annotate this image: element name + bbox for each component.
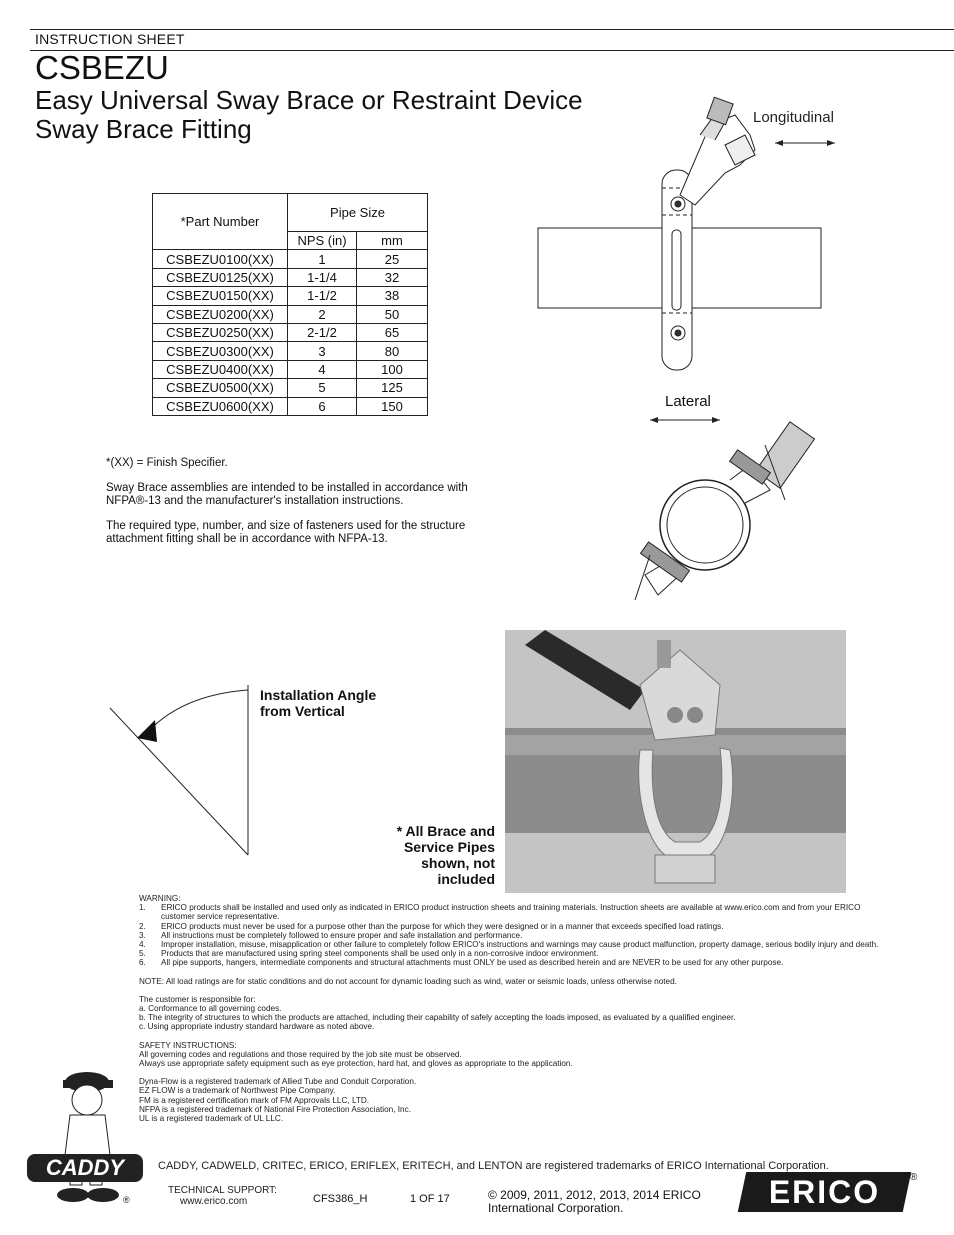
caddy-reg-mark: ® (123, 1195, 130, 1205)
longitudinal-label: Longitudinal (753, 109, 834, 126)
page-subtitle-line1: Easy Universal Sway Brace or Restraint Device (35, 85, 583, 115)
col-header-mm: mm (357, 232, 428, 250)
cell-nps: 5 (288, 379, 357, 397)
cell-part: CSBEZU0125(XX) (153, 268, 288, 286)
cell-nps: 1-1/2 (288, 287, 357, 305)
erico-reg-mark: ® (910, 1172, 918, 1183)
copyright: © 2009, 2011, 2012, 2013, 2014 ERICO International Corporation. (488, 1188, 701, 1215)
cell-part: CSBEZU0100(XX) (153, 250, 288, 268)
cell-mm: 38 (357, 287, 428, 305)
warning-item: 1. ERICO products shall be installed and used only as indicated in ERICO product instruction sheets and training materials. Instruction sheets are available at www.erico.com and from your ERICO customer service representative. (139, 903, 861, 922)
doc-type-label: INSTRUCTION SHEET (35, 31, 185, 47)
page-number: 1 OF 17 (410, 1193, 450, 1205)
cell-part: CSBEZU0400(XX) (153, 360, 288, 378)
installation-angle-diagram (100, 680, 270, 860)
cell-nps: 4 (288, 360, 357, 378)
lateral-label: Lateral (665, 393, 711, 410)
cell-mm: 50 (357, 305, 428, 323)
page-subtitle-line2: Sway Brace Fitting (35, 114, 252, 144)
table-row (153, 305, 428, 323)
table-row (153, 323, 428, 341)
col-header-nps: NPS (in) (288, 232, 357, 250)
warning-item: 3. All instructions must be completely followed to ensure proper and safe installation and performance. (139, 930, 523, 940)
part-number-rows (153, 250, 428, 416)
table-row (153, 287, 428, 305)
cell-mm: 150 (357, 397, 428, 415)
caddy-logo (25, 1060, 145, 1210)
warning-block: WARNING: 1. ERICO products shall be installed and used only as indicated in ERICO product instruction sheets and training materials. Instruction sheets are available at www.erico.com and from your ERICO customer service representative. 2. ERICO products must never be used for a purpose other than the purpose for which they were designed or in a manner that exceeds specified load ratings. 3. All instructions must be completely followed to ensure proper and safe installation and performance. 4. Improper installation, misuse, misapplication or other failure to completely follow ERICO's instructions and warnings may cause product malfunction, property damage, serious bodily injury and death. 5. Products that are manufactured using spring steel components shall be used only in a non-corrosive indoor environment. 6. All pipe supports, hangers, intermediate components and structural attachments must ONLY be used as described herein and are NEVER to be used for any other purpose. NOTE: All load ratings are for static conditions and do not account for dynamic loading such as wind, water or seismic loads, unless otherwise noted. The customer is responsible for: a. Conformance to all governing codes. b. The integrity of structures to which the products are attached, including their capability of safely accepting the loads imposed, as evaluated by a qualified engineer. c. Using appropriate industry standard hardware as noted above. SAFETY INSTRUCTIONS: All governing codes and regulations and those required by the job site must be observed. Always use appropriate safety equipment such as eye protection, hard hat, and gloves as appropriate to the application. Dyna-Flow is a registered trademark of Allied Tube and Conduit Corporation. EZ FLOW is a trademark of Northwest Pipe Company. FM is a registered certification mark of FM Approvals LLC, LTD. NFPA is a registered trademark of National Fire Protection Association, Inc. UL is a registered trademark of UL LLC. (139, 894, 879, 1124)
cell-nps: 2 (288, 305, 357, 323)
table-row (153, 379, 428, 397)
fastener-note: The required type, number, and size of fasteners used for the structure attachment fitting shall be in accordance with NFPA-13. (106, 520, 466, 545)
table-row (153, 397, 428, 415)
cell-mm: 25 (357, 250, 428, 268)
cell-part: CSBEZU0150(XX) (153, 287, 288, 305)
cell-mm: 80 (357, 342, 428, 360)
table-row (153, 250, 428, 268)
cell-mm: 125 (357, 379, 428, 397)
header-rule-top (30, 29, 954, 30)
cell-nps: 1-1/4 (288, 268, 357, 286)
col-header-pipe-size: Pipe Size (288, 194, 428, 232)
warning-item: 6. All pipe supports, hangers, intermediate components and structural attachments must ONLY be used as described herein and are NEVER to be used for any other purpose. (139, 958, 784, 968)
warning-item: 4. Improper installation, misuse, misapplication or other failure to completely follow ERICO's instructions and warnings may cause product malfunction, property damage, serious bodily injury and death. (139, 940, 879, 950)
cell-nps: 1 (288, 250, 357, 268)
lateral-view-diagram (620, 395, 850, 610)
nfpa-note: Sway Brace assemblies are intended to be installed in accordance with NFPA®-13 and the manufacturer's installation instructions. (106, 482, 468, 507)
cell-mm: 100 (357, 360, 428, 378)
erico-logo: ERICO (738, 1172, 912, 1212)
load-rating-note: NOTE: All load ratings are for static conditions and do not account for dynamic loading such as wind, water or seismic loads, unless otherwise noted. (139, 976, 677, 986)
installed-product-photo (505, 630, 846, 893)
table-row (153, 342, 428, 360)
cell-mm: 65 (357, 323, 428, 341)
warning-item: 5. Products that are manufactured using spring steel components shall be used only in a non-corrosive indoor environment. (139, 949, 599, 959)
longitudinal-view-diagram (530, 95, 860, 395)
cell-part: CSBEZU0250(XX) (153, 323, 288, 341)
trademark-line: CADDY, CADWELD, CRITEC, ERICO, ERIFLEX, ERITECH, and LENTON are registered trademarks of ERICO International Corporation. (158, 1160, 829, 1172)
table-row (153, 360, 428, 378)
cell-part: CSBEZU0200(XX) (153, 305, 288, 323)
cell-nps: 6 (288, 397, 357, 415)
col-header-part-number: *Part Number (153, 194, 288, 250)
warning-item: 2. ERICO products must never be used for a purpose other than the purpose for which they were designed or in a manner that exceeds specified load ratings. (139, 921, 724, 931)
page-title: CSBEZU (35, 49, 169, 86)
finish-note: *(XX) = Finish Specifier. (106, 457, 228, 469)
angle-caption: Installation Angle from Vertical (260, 687, 377, 719)
support-label: TECHNICAL SUPPORT: (168, 1185, 277, 1196)
cell-nps: 2-1/2 (288, 323, 357, 341)
cell-part: CSBEZU0300(XX) (153, 342, 288, 360)
brace-pipes-note: * All Brace and Service Pipes shown, not included (396, 823, 495, 887)
svg-text:CADDY: CADDY (45, 1155, 125, 1180)
cell-part: CSBEZU0600(XX) (153, 397, 288, 415)
part-number-table (152, 193, 428, 416)
cell-nps: 3 (288, 342, 357, 360)
cell-mm: 32 (357, 268, 428, 286)
doc-code: CFS386_H (313, 1193, 368, 1205)
cell-part: CSBEZU0500(XX) (153, 379, 288, 397)
table-row (153, 268, 428, 286)
support-url[interactable]: www.erico.com (180, 1196, 248, 1207)
